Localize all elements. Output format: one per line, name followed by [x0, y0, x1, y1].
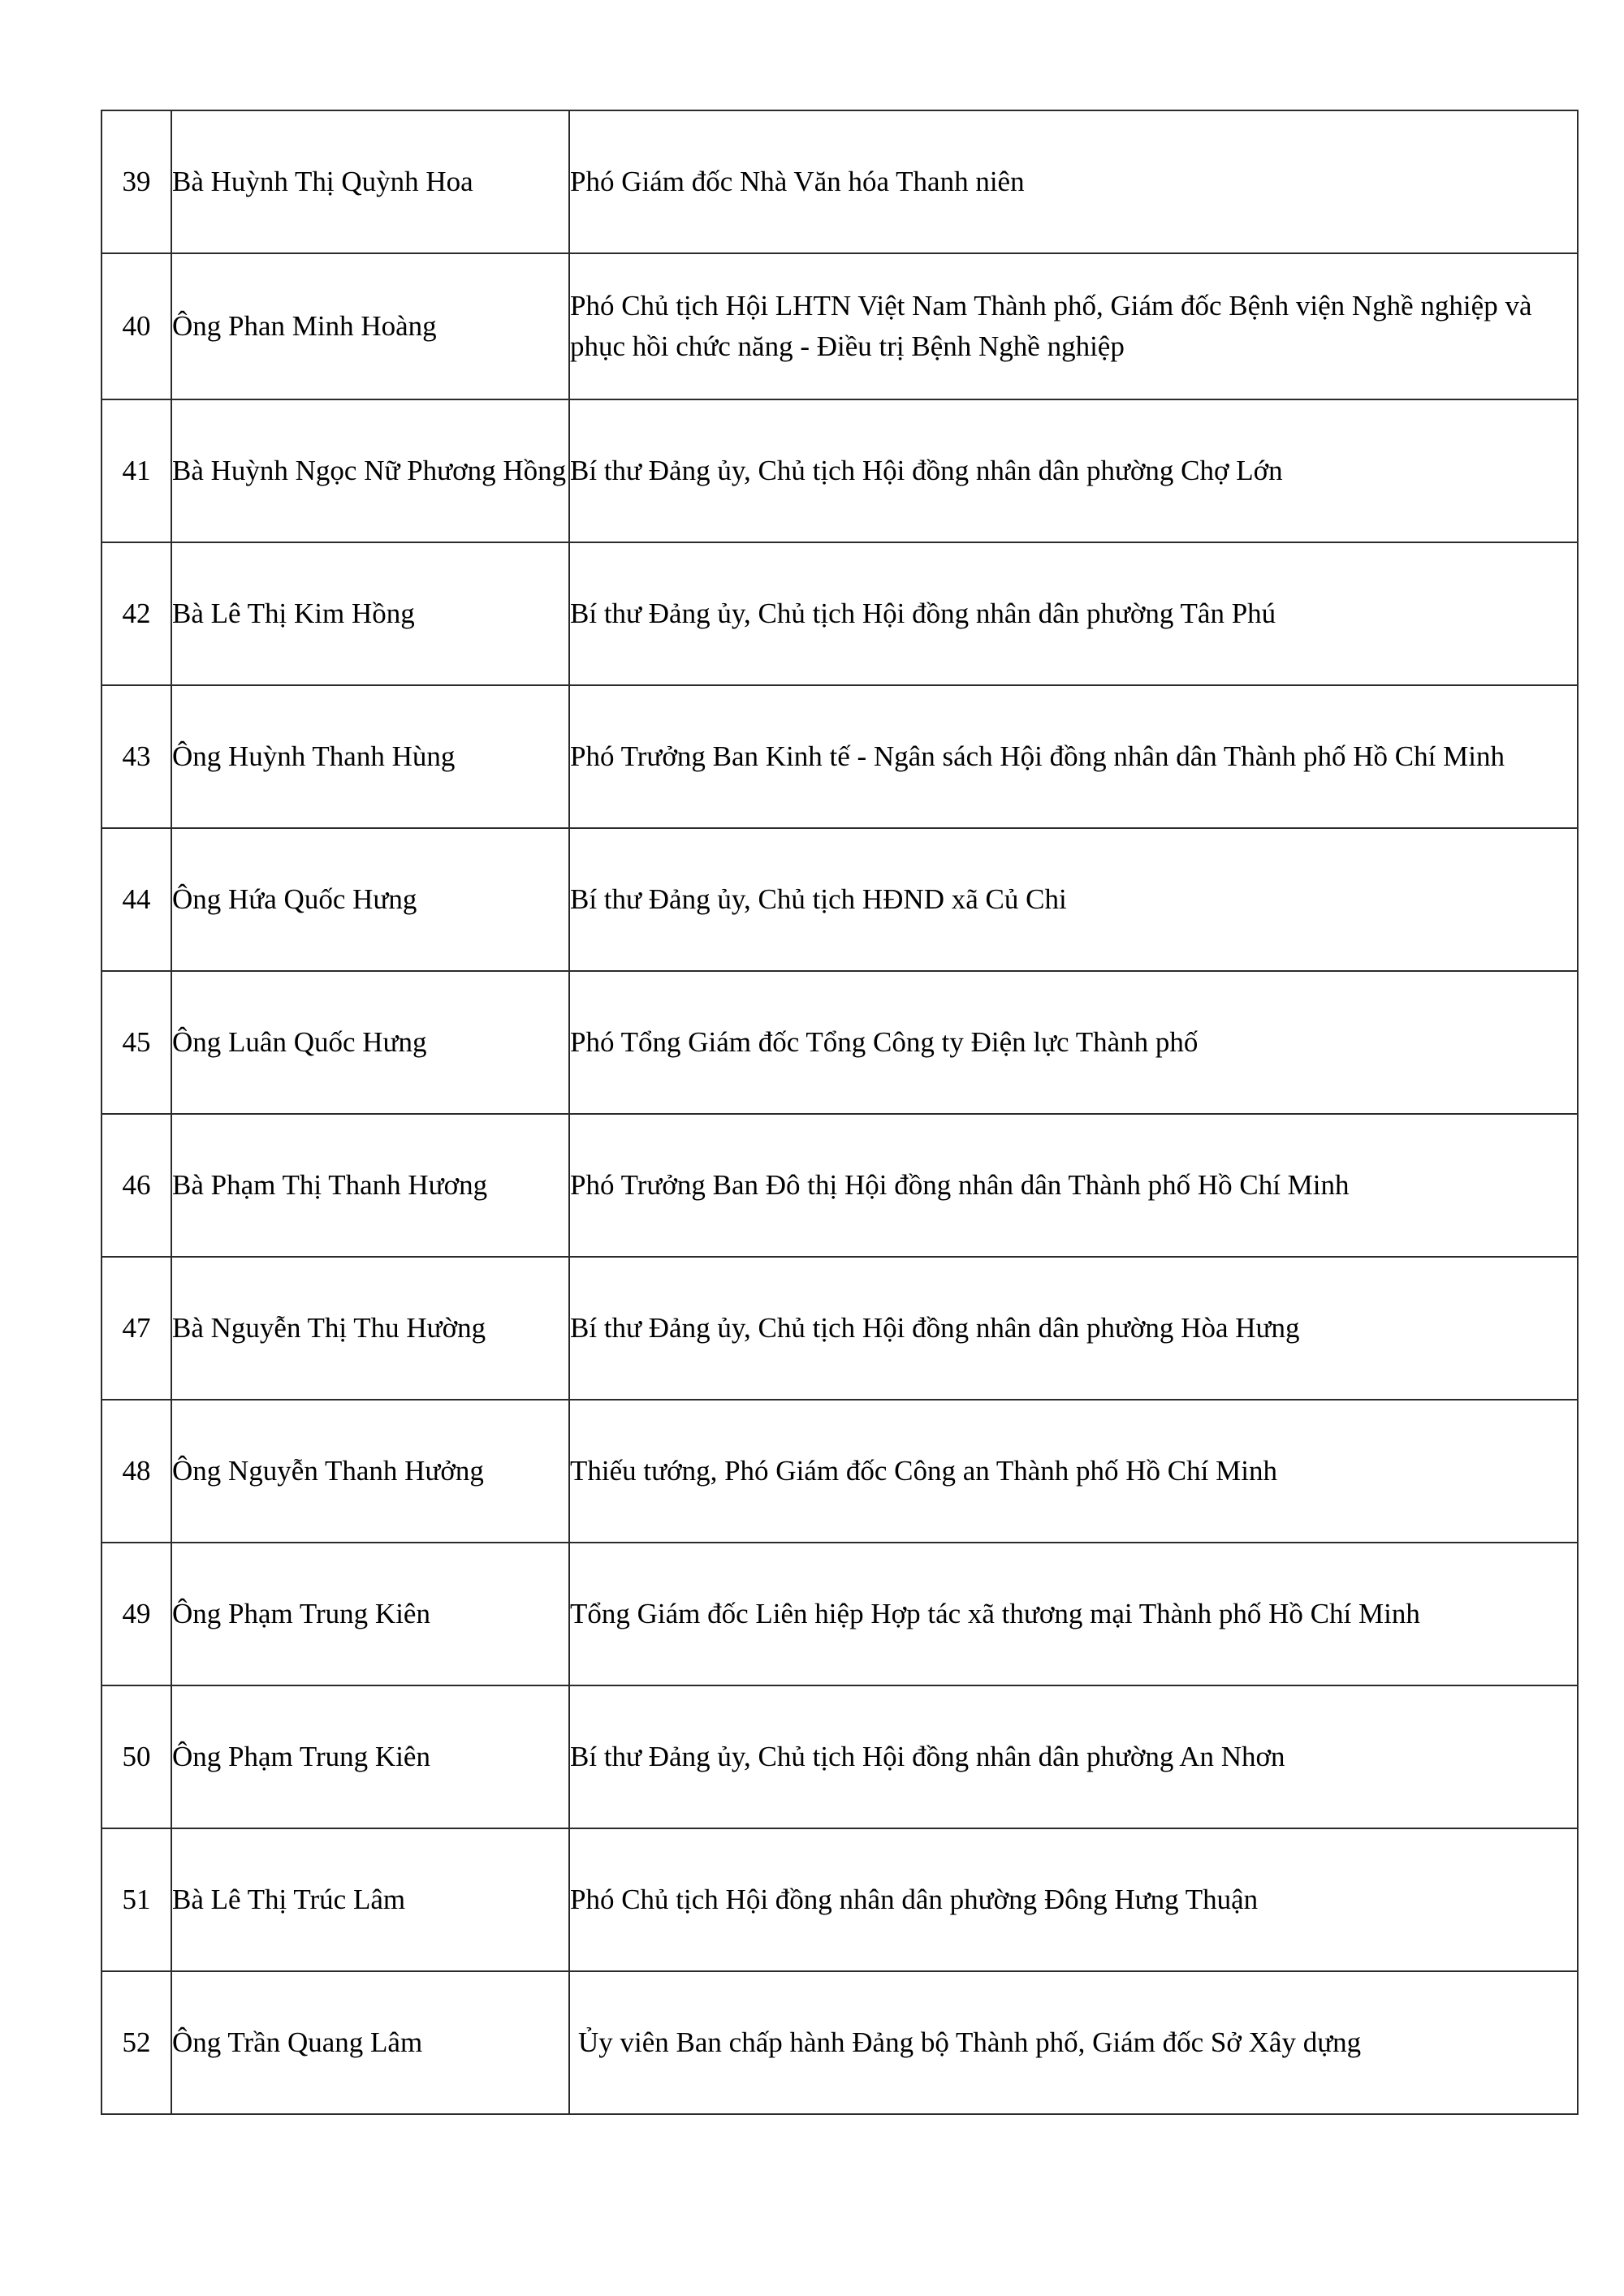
table-row — [102, 110, 1578, 253]
person-name: Bà Huỳnh Thị Quỳnh Hoa — [172, 166, 473, 198]
person-title-cell — [569, 1400, 1578, 1543]
person-name-cell — [171, 685, 569, 828]
person-title: Phó Trưởng Ban Đô thị Hội đồng nhân dân Thành phố Hồ Chí Minh — [570, 1169, 1350, 1202]
person-title-cell — [569, 253, 1578, 399]
table-row — [102, 1828, 1578, 1971]
row-number: 46 — [122, 1169, 151, 1202]
person-title-cell — [569, 971, 1578, 1114]
row-number: 47 — [122, 1312, 151, 1344]
row-number: 50 — [122, 1741, 151, 1773]
person-name: Ông Trần Quang Lâm — [172, 2026, 423, 2059]
person-name: Bà Lê Thị Kim Hồng — [172, 598, 415, 630]
person-title-cell — [569, 1828, 1578, 1971]
person-name-cell — [171, 542, 569, 685]
table-row — [102, 1685, 1578, 1828]
table-row — [102, 399, 1578, 542]
person-name: Ông Phạm Trung Kiên — [172, 1598, 430, 1630]
person-title: Bí thư Đảng ủy, Chủ tịch Hội đồng nhân dân phường Tân Phú — [570, 598, 1276, 630]
person-name-cell — [171, 1114, 569, 1257]
row-number-cell — [102, 110, 171, 253]
table-row — [102, 1543, 1578, 1685]
person-title: Bí thư Đảng ủy, Chủ tịch Hội đồng nhân dân phường Hòa Hưng — [570, 1312, 1300, 1344]
person-name-cell — [171, 110, 569, 253]
person-name: Ông Hứa Quốc Hưng — [172, 883, 417, 916]
person-name: Bà Nguyễn Thị Thu Hường — [172, 1312, 486, 1344]
person-name: Bà Phạm Thị Thanh Hương — [172, 1169, 488, 1202]
person-title: Thiếu tướng, Phó Giám đốc Công an Thành phố Hồ Chí Minh — [570, 1455, 1277, 1487]
person-name: Ông Luân Quốc Hưng — [172, 1026, 427, 1059]
person-name: Ông Phan Minh Hoàng — [172, 310, 437, 343]
row-number: 49 — [122, 1598, 151, 1630]
person-name: Ông Huỳnh Thanh Hùng — [172, 740, 456, 773]
person-title-cell — [569, 1685, 1578, 1828]
table-row — [102, 1257, 1578, 1400]
person-title: Phó Tổng Giám đốc Tổng Công ty Điện lực Thành phố — [570, 1026, 1199, 1059]
person-title: Phó Trưởng Ban Kinh tế - Ngân sách Hội đồng nhân dân Thành phố Hồ Chí Minh — [570, 740, 1505, 773]
person-name-cell — [171, 1400, 569, 1543]
table-row — [102, 1400, 1578, 1543]
person-name: Bà Huỳnh Ngọc Nữ Phương Hồng — [172, 455, 567, 487]
table-row — [102, 971, 1578, 1114]
person-name-cell — [171, 971, 569, 1114]
row-number-cell — [102, 1114, 171, 1257]
person-title-cell — [569, 1257, 1578, 1400]
table-row — [102, 542, 1578, 685]
person-title-cell — [569, 1971, 1578, 2114]
row-number-cell — [102, 399, 171, 542]
person-title: Bí thư Đảng ủy, Chủ tịch Hội đồng nhân dân phường Chợ Lớn — [570, 455, 1283, 487]
row-number-cell — [102, 1971, 171, 2114]
row-number-cell — [102, 1400, 171, 1543]
table-row — [102, 1971, 1578, 2114]
person-title-cell — [569, 110, 1578, 253]
person-title: Bí thư Đảng ủy, Chủ tịch HĐND xã Củ Chi — [570, 883, 1067, 916]
row-number-cell — [102, 1257, 171, 1400]
person-title: Bí thư Đảng ủy, Chủ tịch Hội đồng nhân dân phường An Nhơn — [570, 1741, 1285, 1773]
row-number-cell — [102, 1685, 171, 1828]
row-number: 43 — [122, 740, 151, 773]
person-name-cell — [171, 253, 569, 399]
roster-table — [101, 110, 1579, 2115]
row-number: 48 — [122, 1455, 151, 1487]
person-name: Ông Nguyễn Thanh Hưởng — [172, 1455, 484, 1487]
table-row — [102, 685, 1578, 828]
person-name: Ông Phạm Trung Kiên — [172, 1741, 430, 1773]
person-name-cell — [171, 1543, 569, 1685]
person-name-cell — [171, 1685, 569, 1828]
row-number: 44 — [122, 883, 151, 916]
person-title-cell — [569, 685, 1578, 828]
person-title: Phó Chủ tịch Hội LHTN Việt Nam Thành phố, Giám đốc Bệnh viện Nghề nghiệp và phục hồi chức năng - Điều trị Bệnh Nghề nghiệp — [570, 290, 1532, 362]
person-name-cell — [171, 399, 569, 542]
person-title: Tổng Giám đốc Liên hiệp Hợp tác xã thương mại Thành phố Hồ Chí Minh — [570, 1598, 1420, 1630]
person-title-cell — [569, 1114, 1578, 1257]
roster-table-body — [102, 110, 1578, 2114]
table-row — [102, 253, 1578, 399]
row-number-cell — [102, 1828, 171, 1971]
person-title-cell — [569, 1543, 1578, 1685]
person-title: Phó Chủ tịch Hội đồng nhân dân phường Đông Hưng Thuận — [570, 1884, 1259, 1916]
person-name-cell — [171, 828, 569, 971]
person-title-cell — [569, 828, 1578, 971]
row-number: 41 — [122, 455, 151, 487]
row-number: 45 — [122, 1026, 151, 1059]
table-row — [102, 1114, 1578, 1257]
person-title: Phó Giám đốc Nhà Văn hóa Thanh niên — [570, 166, 1025, 198]
person-title-cell — [569, 399, 1578, 542]
row-number: 40 — [122, 310, 151, 343]
row-number-cell — [102, 971, 171, 1114]
row-number-cell — [102, 1543, 171, 1685]
person-name-cell — [171, 1257, 569, 1400]
roster-table-container — [101, 110, 1577, 2115]
person-title-cell — [569, 542, 1578, 685]
row-number-cell — [102, 685, 171, 828]
row-number-cell — [102, 542, 171, 685]
row-number: 39 — [122, 166, 151, 198]
row-number: 51 — [122, 1884, 151, 1916]
person-name-cell — [171, 1828, 569, 1971]
table-row — [102, 828, 1578, 971]
person-title: Ủy viên Ban chấp hành Đảng bộ Thành phố, Giám đốc Sở Xây dựng — [578, 2026, 1362, 2059]
row-number: 52 — [122, 2026, 151, 2059]
person-name: Bà Lê Thị Trúc Lâm — [172, 1884, 406, 1916]
row-number: 42 — [122, 598, 151, 630]
row-number-cell — [102, 828, 171, 971]
person-name-cell — [171, 1971, 569, 2114]
row-number-cell — [102, 253, 171, 399]
